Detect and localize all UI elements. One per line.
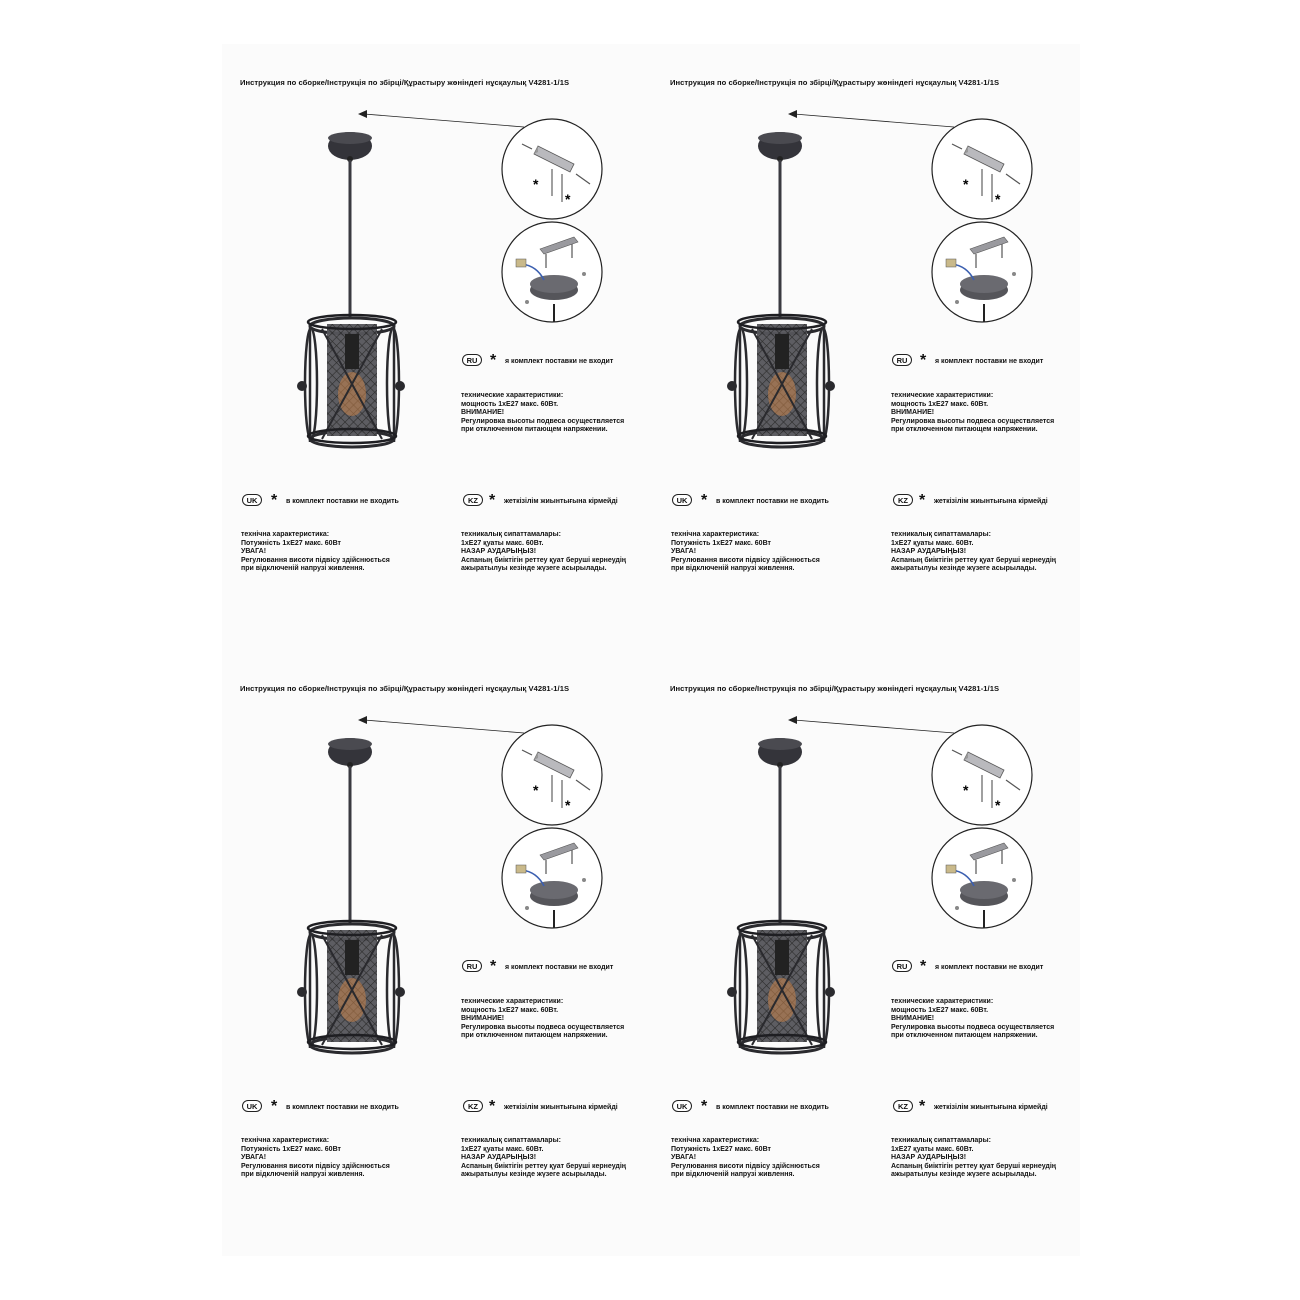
kz-specs-line: НАЗАР АУДАРЫҢЫЗ! (461, 548, 537, 556)
ru-not-included-note: я комплект поставки не входит (935, 964, 1044, 971)
ru-specs-line: ВНИМАНИЕ! (891, 409, 935, 417)
asterisk-icon: * (271, 1098, 278, 1115)
ru-specs-line: ВНИМАНИЕ! (891, 1015, 935, 1023)
wiring-detail-circle (932, 222, 1032, 322)
uk-specs-line: Регулювання висоти підвісу здійснюється (241, 1162, 390, 1170)
kz-specs-line: 1xE27 қуаты макс. 60Вт. (461, 539, 544, 547)
kz-specs-line: НАЗАР АУДАРЫҢЫЗ! (461, 1154, 537, 1162)
ru-specs (891, 392, 1054, 435)
uk-language-badge: UK (242, 494, 262, 506)
ru-specs-line: ВНИМАНИЕ! (461, 409, 505, 417)
kz-specs-line: 1xE27 қуаты макс. 60Вт. (461, 1145, 544, 1153)
kz-not-included-note: жеткізілім жиынтығына кірмейді (504, 1104, 618, 1111)
instruction-title: Инструкция по сборке/Інструкція по збірці/Құрастыру жөніндегі нұсқаулық V4281-1/1S (240, 684, 570, 693)
instruction-title: Инструкция по сборке/Інструкція по збірці/Құрастыру жөніндегі нұсқаулық V4281-1/1S (670, 684, 1000, 693)
instruction-title: Инструкция по сборке/Інструкція по збірці/Құрастыру жөніндегі нұсқаулық V4281-1/1S (240, 78, 570, 87)
instruction-panel-top-left (222, 44, 652, 644)
ru-specs (461, 392, 624, 435)
uk-specs-line: УВАГА! (241, 1154, 267, 1162)
kz-specs (891, 1137, 1056, 1180)
svg-text:*: * (995, 191, 1001, 207)
uk-specs-line: УВАГА! (671, 1154, 697, 1162)
kz-specs-line: Аспаның биіктігін реттеу қуат беруші кернеудің (461, 556, 627, 564)
kz-specs-line: 1xE27 қуаты макс. 60Вт. (891, 1145, 974, 1153)
ru-specs-line: Регулировка высоты подвеса осуществляется (461, 417, 625, 425)
kz-language-badge: KZ (893, 1100, 913, 1112)
asterisk-icon: * (489, 492, 496, 509)
instruction-panel-bottom-right (652, 650, 1082, 1250)
kz-specs-line: техникалық сипаттамалары: (461, 531, 561, 538)
uk-specs-line: УВАГА! (671, 548, 697, 556)
ru-specs-line: при отключенном питающем напряжении. (891, 1032, 1038, 1040)
ru-not-included-note: я комплект поставки не входит (505, 358, 614, 365)
kz-specs-line: ажыратылуы кезінде жүзеге асырылады. (891, 1171, 1037, 1179)
kz-not-included-note: жеткізілім жиынтығына кірмейді (934, 1104, 1048, 1111)
uk-specs-line: Потужність 1xE27 макс. 60Вт (241, 539, 341, 547)
ru-specs-line: Регулировка высоты подвеса осуществляется (461, 1023, 625, 1031)
uk-specs-line: при відключеній напрузі живлення. (671, 565, 795, 573)
ru-language-badge: RU (462, 960, 482, 972)
asterisk-icon: * (701, 492, 708, 509)
ru-specs-line: Регулировка высоты подвеса осуществляется (891, 1023, 1055, 1031)
asterisk-icon: * (489, 1098, 496, 1115)
kz-specs-line: Аспаның биіктігін реттеу қуат беруші кернеудің (891, 1162, 1057, 1170)
asterisk-icon: * (920, 352, 927, 369)
ru-specs-line: Регулировка высоты подвеса осуществляется (891, 417, 1055, 425)
uk-not-included-note: в комплект поставки не входить (716, 498, 829, 505)
kz-not-included-note: жеткізілім жиынтығына кірмейді (504, 498, 618, 505)
ru-not-included-note: я комплект поставки не входит (505, 964, 614, 971)
ru-specs-line: при отключенном питающем напряжении. (461, 426, 608, 434)
ru-language-badge: RU (462, 354, 482, 366)
asterisk-icon: * (920, 958, 927, 975)
kz-specs (461, 531, 626, 574)
kz-specs-line: ажыратылуы кезінде жүзеге асырылады. (461, 1171, 607, 1179)
uk-specs-line: технічна характеристика: (671, 531, 760, 538)
asterisk-icon: * (919, 492, 926, 509)
svg-text:*: * (533, 782, 539, 798)
uk-specs-line: Потужність 1xE27 макс. 60Вт (671, 1145, 771, 1153)
asterisk-icon: * (490, 958, 497, 975)
uk-specs-line: Регулювання висоти підвісу здійснюється (241, 556, 390, 564)
ru-specs-line: при отключенном питающем напряжении. (461, 1032, 608, 1040)
ru-specs-line: технические характеристики: (461, 392, 564, 399)
uk-not-included-note: в комплект поставки не входить (286, 1104, 399, 1111)
kz-specs-line: ажыратылуы кезінде жүзеге асырылады. (461, 565, 607, 573)
ru-specs-line: мощность 1xE27 макс. 60Вт. (891, 1006, 989, 1014)
kz-specs-line: техникалық сипаттамалары: (891, 1137, 991, 1144)
ru-specs (891, 998, 1054, 1041)
uk-specs-line: при відключеній напрузі живлення. (241, 565, 365, 573)
kz-language-badge: KZ (893, 494, 913, 506)
kz-specs (891, 531, 1056, 574)
kz-specs-line: НАЗАР АУДАРЫҢЫЗ! (891, 548, 967, 556)
kz-specs-line: НАЗАР АУДАРЫҢЫЗ! (891, 1154, 967, 1162)
ru-language-badge: RU (892, 354, 912, 366)
uk-specs (671, 531, 820, 574)
uk-specs-line: при відключеній напрузі живлення. (671, 1171, 795, 1179)
asterisk-icon: * (701, 1098, 708, 1115)
uk-specs (241, 1137, 390, 1180)
asterisk-icon: * (271, 492, 278, 509)
uk-specs-line: технічна характеристика: (241, 531, 330, 538)
kz-specs-line: ажыратылуы кезінде жүзеге асырылады. (891, 565, 1037, 573)
uk-specs-line: технічна характеристика: (671, 1137, 760, 1144)
kz-not-included-note: жеткізілім жиынтығына кірмейді (934, 498, 1048, 505)
asterisk-icon: * (490, 352, 497, 369)
kz-specs-line: Аспаның биіктігін реттеу қуат беруші кернеудің (891, 556, 1057, 564)
uk-specs-line: УВАГА! (241, 548, 267, 556)
uk-not-included-note: в комплект поставки не входить (286, 498, 399, 505)
kz-specs-line: Аспаның биіктігін реттеу қуат беруші кернеудің (461, 1162, 627, 1170)
svg-text:*: * (565, 797, 571, 813)
wiring-detail-circle (502, 222, 602, 322)
kz-language-badge: KZ (463, 494, 483, 506)
instruction-title: Инструкция по сборке/Інструкція по збірці/Құрастыру жөніндегі нұсқаулық V4281-1/1S (670, 78, 1000, 87)
kz-specs-line: техникалық сипаттамалары: (891, 531, 991, 538)
uk-specs-line: технічна характеристика: (241, 1137, 330, 1144)
ru-specs (461, 998, 624, 1041)
pointer-arrow (364, 720, 524, 733)
uk-language-badge: UK (672, 1100, 692, 1112)
ru-specs-line: мощность 1xE27 макс. 60Вт. (461, 1006, 559, 1014)
svg-text:*: * (995, 797, 1001, 813)
ru-specs-line: ВНИМАНИЕ! (461, 1015, 505, 1023)
svg-text:*: * (565, 191, 571, 207)
kz-specs-line: техникалық сипаттамалары: (461, 1137, 561, 1144)
wiring-detail-circle (932, 828, 1032, 928)
uk-language-badge: UK (672, 494, 692, 506)
instruction-panel-bottom-left (222, 650, 652, 1250)
uk-not-included-note: в комплект поставки не входить (716, 1104, 829, 1111)
uk-language-badge: UK (242, 1100, 262, 1112)
instruction-panel-top-right (652, 44, 1082, 644)
ru-specs-line: технические характеристики: (891, 998, 994, 1005)
uk-specs-line: при відключеній напрузі живлення. (241, 1171, 365, 1179)
uk-specs-line: Потужність 1xE27 макс. 60Вт (241, 1145, 341, 1153)
uk-specs-line: Регулювання висоти підвісу здійснюється (671, 1162, 820, 1170)
asterisk-icon: * (919, 1098, 926, 1115)
wiring-detail-circle (502, 828, 602, 928)
ru-specs-line: технические характеристики: (461, 998, 564, 1005)
ru-specs-line: технические характеристики: (891, 392, 994, 399)
ru-specs-line: мощность 1xE27 макс. 60Вт. (891, 400, 989, 408)
svg-text:*: * (963, 176, 969, 192)
uk-specs-line: Потужність 1xE27 макс. 60Вт (671, 539, 771, 547)
uk-specs (671, 1137, 820, 1180)
svg-text:*: * (963, 782, 969, 798)
ru-not-included-note: я комплект поставки не входит (935, 358, 1044, 365)
pointer-arrow (794, 720, 954, 733)
pointer-arrow (794, 114, 954, 127)
kz-specs (461, 1137, 626, 1180)
uk-specs-line: Регулювання висоти підвісу здійснюється (671, 556, 820, 564)
pointer-arrow (364, 114, 524, 127)
ru-language-badge: RU (892, 960, 912, 972)
ru-specs-line: при отключенном питающем напряжении. (891, 426, 1038, 434)
svg-text:*: * (533, 176, 539, 192)
kz-specs-line: 1xE27 қуаты макс. 60Вт. (891, 539, 974, 547)
kz-language-badge: KZ (463, 1100, 483, 1112)
uk-specs (241, 531, 390, 574)
instruction-sheet (222, 44, 1080, 1256)
ru-specs-line: мощность 1xE27 макс. 60Вт. (461, 400, 559, 408)
